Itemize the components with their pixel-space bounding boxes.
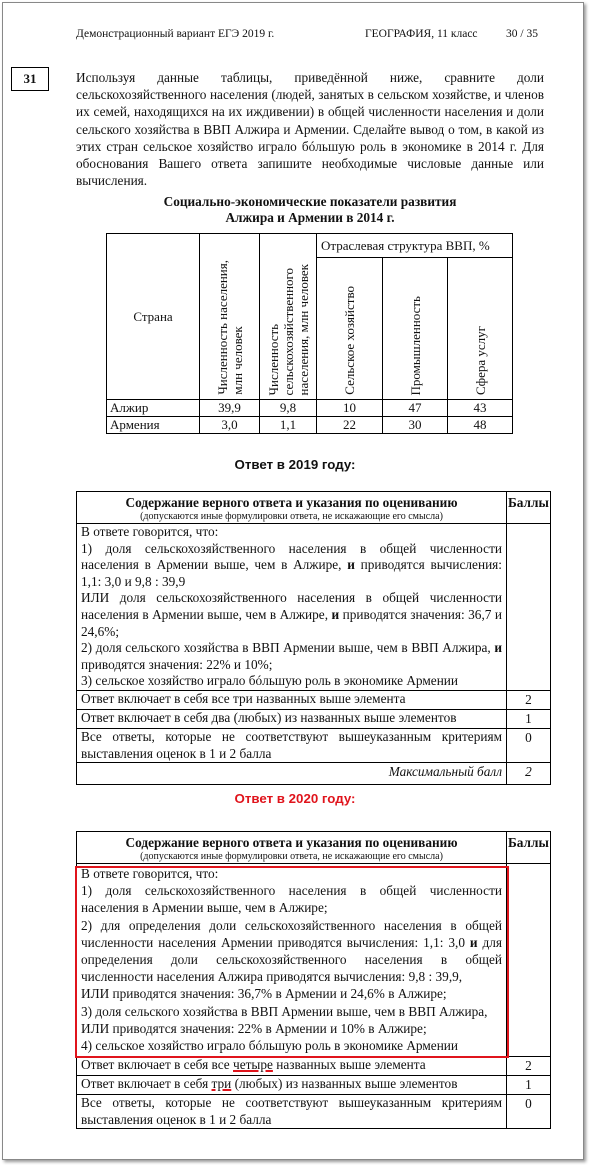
score-value: 1 bbox=[507, 709, 551, 728]
row-agriculture: 10 bbox=[317, 400, 383, 417]
table-row bbox=[107, 400, 513, 417]
max-score-row: Максимальный балл 2 bbox=[77, 763, 551, 785]
score-value: 1 bbox=[507, 1076, 551, 1095]
score-value: 2 bbox=[507, 690, 551, 709]
answer-content: В ответе говорится, что: 1) доля сельскохозяйственного населения в общей численности населения в Армении выше, чем в Алжире; 2) для определения доли сельскохозяйственного населения в общей численности населения Армении приводятся вычисления: 1,1: 3,0 и для определения доли сельскохозяйственного населения в общей численности населения Алжира приводятся вычисления: 9,8 : 39,9, ИЛИ приводятся значения: 36,7% в Армении и 24,6% в Алжире; 3) доля сельского хозяйства в ВВП Армении выше, чем в ВВП Алжира, ИЛИ приводятся значения: 22% в Армении и 10% в Алжире; 4) сельское хозяйство играло бóльшую роль в экономике Армении bbox=[77, 864, 507, 1057]
score-value: 0 bbox=[507, 728, 551, 762]
header-page-number: 30 / 35 bbox=[506, 28, 538, 40]
answer-content: В ответе говорится, что: 1) доля сельскохозяйственного населения в общей численности населения в Армении выше, чем в Алжире, и приводятся вычисления: 1,1: 3,0 и 9,8 : 39,9 ИЛИ доля сельскохозяйственного населения в общей численности населения в Армении выше, чем в Алжире, и приводятся значения: 36,7 и 24,6%; 2) доля сельского хозяйства в ВВП Армении выше, чем в ВВП Алжира, и приводятся значения: 22% и 10%; 3) сельское хозяйство играло бóльшую роль в экономике Армении bbox=[77, 524, 507, 691]
row-services: 43 bbox=[448, 400, 513, 417]
row-rural: 1,1 bbox=[260, 417, 317, 434]
scoring-table-2019 bbox=[76, 491, 551, 785]
col-rural-header: Численность сельскохозяйственного населения, млн человек bbox=[260, 234, 317, 400]
col-agriculture-header: Сельское хозяйство bbox=[317, 258, 383, 400]
table-row bbox=[107, 417, 513, 434]
row-population: 3,0 bbox=[200, 417, 260, 434]
header-subject: ГЕОГРАФИЯ, 11 класс bbox=[365, 28, 478, 40]
data-table bbox=[106, 233, 513, 434]
col-population-header: Численность населения, млн человек bbox=[200, 234, 260, 400]
row-industry: 30 bbox=[383, 417, 448, 434]
score-header: Баллы bbox=[507, 832, 551, 864]
criterion-row: Все ответы, которые не соответствуют вышеуказанным критериям выставления оценок в 1 и 2 балла 0 bbox=[77, 1095, 551, 1129]
score-value: 0 bbox=[507, 1095, 551, 1129]
col-services-header: Сфера услуг bbox=[448, 258, 513, 400]
criterion-row: Ответ включает в себя все четыре названных выше элемента 2 bbox=[77, 1057, 551, 1076]
col-industry-header: Промышленность bbox=[383, 258, 448, 400]
row-agriculture: 22 bbox=[317, 417, 383, 434]
scoring-table-2020 bbox=[76, 831, 551, 1129]
changed-word: четыре bbox=[233, 1057, 273, 1073]
row-country: Алжир bbox=[107, 400, 200, 417]
table-title: Социально-экономические показатели развития Алжира и Армении в 2014 г. bbox=[163, 194, 457, 225]
criterion-row: Все ответы, которые не соответствуют вышеуказанным критериям выставления оценок в 1 и 2 балла 0 bbox=[77, 728, 551, 762]
header-exam-title: Демонстрационный вариант ЕГЭ 2019 г. bbox=[76, 28, 275, 40]
scoring-header: Содержание верного ответа и указания по оцениванию (допускаются иные формулировки ответа, не искажающие его смысла) bbox=[77, 492, 507, 524]
row-services: 48 bbox=[448, 417, 513, 434]
question-number: 31 bbox=[11, 67, 49, 91]
criterion-row: Ответ включает в себя все три названных выше элемента 2 bbox=[77, 690, 551, 709]
question-text: Используя данные таблицы, приведённой ниже, сравните доли сельскохозяйственного населения (людей, занятых в сельском хозяйстве, и членов их семей, находящихся на их иждивении) в общей численности населения и доли сельского хозяйства в ВВП Алжира и Армении. Сделайте вывод о том, в какой из этих стран сельское хозяйство играло бóльшую роль в экономике в 2014 г. Для обоснования Вашего ответа запишите необходимые числовые данные или вычисления. bbox=[76, 70, 544, 189]
row-industry: 47 bbox=[383, 400, 448, 417]
score-value: 2 bbox=[507, 1057, 551, 1076]
answer-2020-heading: Ответ в 2020 году: bbox=[234, 791, 356, 806]
max-score-value: 2 bbox=[507, 763, 551, 785]
scoring-header: Содержание верного ответа и указания по оцениванию (допускаются иные формулировки ответа, не искажающие его смысла) bbox=[77, 832, 507, 864]
col-gdp-structure-header: Отраслевая структура ВВП, % bbox=[317, 234, 513, 258]
criterion-row: Ответ включает в себя два (любых) из названных выше элементов 1 bbox=[77, 709, 551, 728]
changed-word: три bbox=[211, 1076, 232, 1092]
row-country: Армения bbox=[107, 417, 200, 434]
answer-2019-heading: Ответ в 2019 году: bbox=[234, 457, 356, 472]
score-header: Баллы bbox=[507, 492, 551, 524]
row-rural: 9,8 bbox=[260, 400, 317, 417]
row-population: 39,9 bbox=[200, 400, 260, 417]
col-country-header: Страна bbox=[107, 234, 200, 400]
criterion-row: Ответ включает в себя три (любых) из названных выше элементов 1 bbox=[77, 1076, 551, 1095]
